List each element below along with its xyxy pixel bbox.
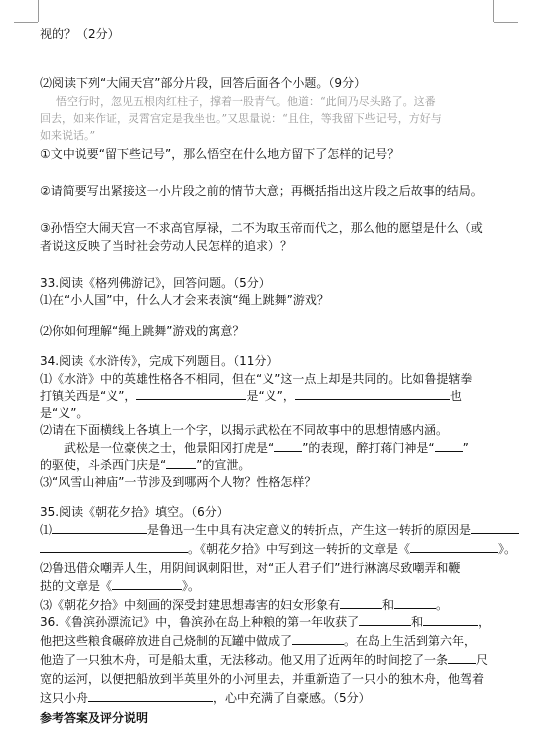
blank-35-3-b[interactable] [394,597,436,609]
question-34-1-line-1: ⑴《水浒》中的英雄性格各不相同，但在“义”这一点上却是共同的。比如鲁提辖拳 [40,372,473,386]
question-33-2: ⑵你如何理解“绳上跳舞”游戏的寓意？ [40,324,245,338]
blank-34-1-b[interactable] [295,388,450,400]
question-35-1-line-2: 。《朝花夕拾》中写到这一转折的文章是《 》。 [40,541,516,557]
question-36-line-2: 他把这些粮食碾碎放进自己烧制的瓦罐中做成了 。在岛上生活到第六年， [40,634,477,648]
blank-36-c[interactable] [292,633,344,645]
question-2-heading: ⑵阅读下列“大闹天宫”部分片段，回答后面各个小题。（9分） [40,76,367,90]
crop-mark-top-right-vertical [493,0,494,22]
quote-line-1: 悟空行时，忽见五根肉红柱子，撑着一股青气。他道：“此间乃尽头路了。这番 [56,95,436,108]
crop-mark-top-left-horizontal [14,22,38,23]
blank-36-b[interactable] [423,614,478,626]
question-2-3-line-2: 者说这反映了当时社会劳动人民怎样的追求）？ [40,239,293,253]
blank-34-2-b[interactable] [435,440,463,452]
blank-35-1-b[interactable] [471,522,519,534]
question-2-2: ②请简要写出紧接这一小片段之前的情节大意；再概括指出这片段之后故事的结局。 [40,184,483,198]
quote-line-3: 如来说话。” [40,129,96,142]
question-36-line-4: 宽的运河，以便把船放到半英里外的小河里去，并重新造了一只小的独木舟，他驾着 [40,672,485,686]
blank-34-2-a[interactable] [274,440,302,452]
question-33-1: ⑴在“小人国”中，什么人才会来表演“绳上跳舞”游戏？ [40,293,329,307]
question-36-line-1: 36.《鲁滨孙漂流记》中，鲁滨孙在岛上种粮的第一年收获了 和 ， [40,615,491,629]
blank-35-1-d[interactable] [410,541,498,553]
question-34-1-line-3: 是“义”。 [40,406,89,420]
question-2-1: ①文中说要“留下些记号”，那么悟空在什么地方留下了怎样的记号？ [40,147,400,161]
question-34-1-line-2: 打镇关西是“义”， 是“义”， 也 [40,389,462,403]
quote-line-2: 回去，如来作证，灵霄宫定是我坐也。”又思量说：“且住，等我留下些记号，方好与 [40,112,442,125]
question-35-2-line-2: 挞的文章是《 》。 [40,579,201,593]
crop-mark-top-right-horizontal [494,22,518,23]
question-33-heading: 33.阅读《格列佛游记》，回答问题。（5分） [40,276,271,290]
question-35-1-line-1: ⑴ 是鲁迅一生中具有决定意义的转折点，产生这一转折的原因是 [40,522,519,538]
question-35-2-line-1: ⑵鲁迅借众嘲弄人生，用阴间讽刺阳世，对“正人君子们”进行淋漓尽致嘲弄和鞭 [40,561,461,575]
blank-34-2-c[interactable] [166,457,196,469]
answer-section-title: 参考答案及评分说明 [40,711,149,725]
blank-35-3-a[interactable] [340,597,382,609]
blank-35-1-c[interactable] [40,541,188,553]
question-35-3: ⑶《朝花夕拾》中刻画的深受封建思想毒害的妇女形象有 和 。 [40,598,449,612]
blank-36-d[interactable] [448,652,476,664]
question-36-line-3: 他造了一只独木舟，可是船太重，无法移动。他又用了近两年的时间挖了一条 尺 [40,653,489,667]
question-34-2-line-3: 的驱使，斗杀西门庆是“ ”的宣泄。 [40,458,251,472]
question-34-heading: 34.阅读《水浒传》，完成下列题目。（11分） [40,354,279,368]
question-34-2-line-1: ⑵请在下面横线上各填上一个字，以揭示武松在不同故事中的思想情感内涵。 [40,423,449,437]
question-36-line-5: 这只小舟 ，心中充满了自豪感。（5分） [40,691,371,705]
blank-35-1-a[interactable] [52,522,147,534]
blank-34-1-a[interactable] [136,388,246,400]
blank-36-a[interactable] [359,614,411,626]
blank-36-e[interactable] [88,690,213,702]
question-35-heading: 35.阅读《朝花夕拾》填空。（6分） [40,505,229,519]
continued-line: 视的？（2分） [40,27,120,41]
question-34-3: ⑶“风雪山神庙”一节涉及到哪两个人物？性格怎样？ [40,475,317,489]
question-34-2-line-2: 武松是一位豪侠之士，他景阳冈打虎是“ ”的表现，醉打蒋门神是“ ” [64,441,469,455]
blank-35-2[interactable] [112,578,182,590]
question-2-3-line-1: ③孙悟空大闹天宫一不求高官厚禄，二不为取玉帝而代之，那么他的愿望是什么（或 [40,221,483,235]
crop-mark-top-left-vertical [38,0,39,22]
